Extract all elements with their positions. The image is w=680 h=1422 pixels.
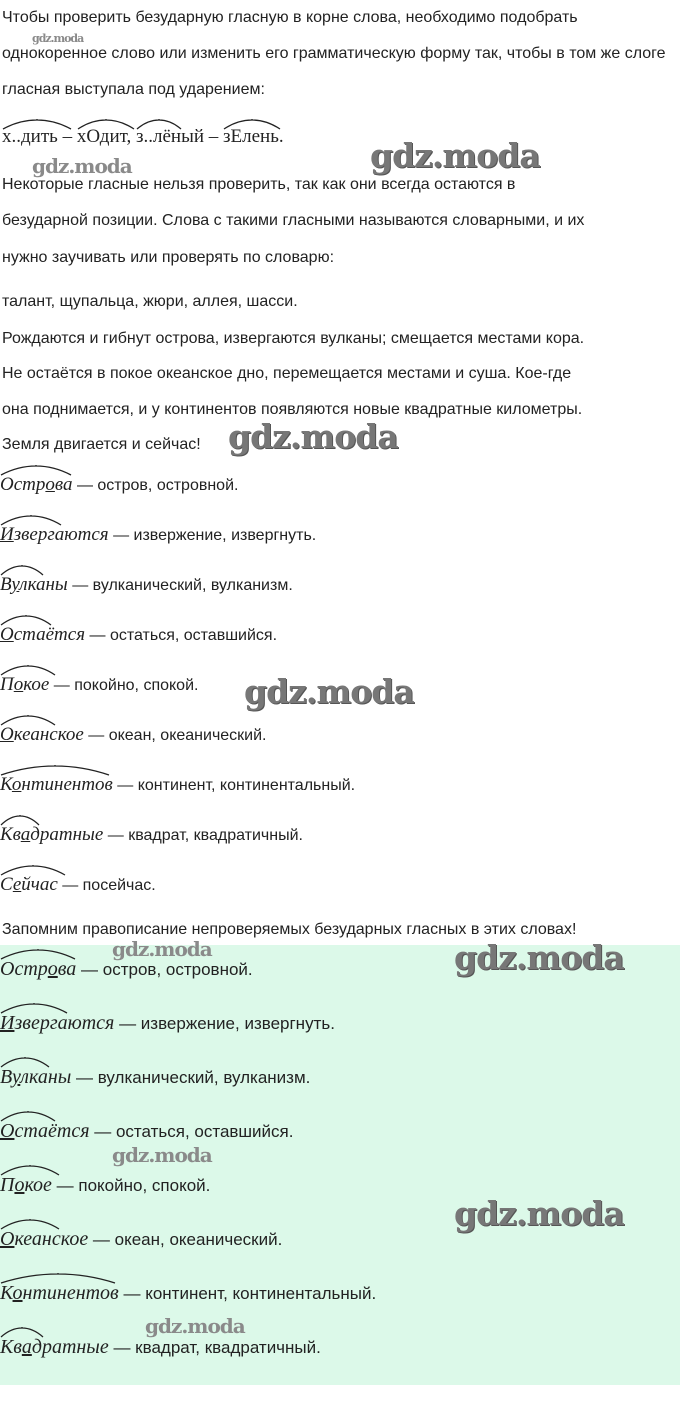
root-arc bbox=[0, 1056, 50, 1068]
answer-explanation: — вулканический, вулканизм. bbox=[71, 1068, 311, 1087]
example-word-4: зЕлень. bbox=[223, 126, 284, 148]
word-word: Континентов bbox=[0, 774, 113, 796]
answer-explanation: — извержение, извергнуть. bbox=[114, 1014, 335, 1033]
word-row bbox=[0, 524, 316, 554]
example-word-2: хОдит, bbox=[77, 126, 131, 148]
word-explanation: — океан, океанический. bbox=[83, 727, 267, 744]
answer-word: Квадратные bbox=[0, 1336, 109, 1359]
intro-paragraph: Чтобы проверить безударную гласную в корне слова, необходимо подобрать однокоренное слово или изменить его грамматическую форму так, чтобы в том же слоге гласная выступала под ударением: bbox=[2, 9, 666, 98]
answer-explanation: — покойно, спокой. bbox=[51, 1176, 211, 1195]
answer-explanation: — океан, океанический. bbox=[88, 1230, 283, 1249]
root-arc bbox=[0, 1164, 60, 1176]
example-word-3: з..лёный bbox=[136, 126, 204, 148]
exercise-line-2: Не остаётся в покое океанское дно, перемещается местами и суша. Кое-где bbox=[2, 365, 572, 382]
watermark: gdz.moda bbox=[454, 1194, 624, 1233]
answer-explanation: — квадрат, квадратичный. bbox=[108, 1338, 321, 1357]
answer-row bbox=[0, 1336, 321, 1366]
answer-explanation: — остров, островной. bbox=[76, 960, 253, 979]
word-word: Сейчас bbox=[0, 874, 58, 896]
word-explanation: — покойно, спокой. bbox=[49, 677, 199, 694]
root-arc bbox=[0, 864, 66, 876]
example-line bbox=[2, 126, 284, 148]
answer-explanation: — остаться, оставшийся. bbox=[89, 1122, 294, 1141]
watermark: gdz.moda bbox=[244, 672, 414, 711]
para2-line-2: безударной позиции. Слова с такими гласными называются словарными, и их bbox=[2, 212, 585, 229]
word-row bbox=[0, 774, 355, 804]
answer-word: Океанское bbox=[0, 1228, 88, 1251]
root-arc bbox=[0, 1326, 44, 1338]
example-word-1: х..дить bbox=[2, 126, 58, 148]
answer-row bbox=[0, 1282, 376, 1312]
watermark: gdz.moda bbox=[32, 32, 84, 45]
answer-word: Вулканы bbox=[0, 1066, 71, 1089]
root-arc bbox=[0, 1002, 68, 1014]
word-row bbox=[0, 724, 267, 754]
exercise-line-1: Рождаются и гибнут острова, извергаются вулканы; смещается местами кора. bbox=[2, 330, 585, 347]
root-arc bbox=[0, 664, 56, 676]
para2-line-1: Некоторые гласные нельзя проверить, так как они всегда остаются в bbox=[2, 176, 516, 193]
answer-word: Покое bbox=[0, 1174, 52, 1197]
root-arc bbox=[0, 1110, 56, 1122]
word-explanation: — вулканический, вулканизм. bbox=[67, 577, 293, 594]
word-word: Квадратные bbox=[0, 824, 103, 846]
answer-row bbox=[0, 1174, 210, 1204]
answer-word: Континентов bbox=[0, 1282, 119, 1305]
word-explanation: — извержение, извергнуть. bbox=[108, 527, 317, 544]
word-row bbox=[0, 874, 156, 904]
word-row bbox=[0, 474, 238, 504]
word-word: Остаётся bbox=[0, 624, 85, 646]
root-arc bbox=[0, 564, 44, 576]
root-arc bbox=[136, 118, 182, 130]
para2-line-3: нужно заучивать или проверять по словарю: bbox=[2, 249, 335, 266]
answer-explanation: — континент, континентальный. bbox=[118, 1284, 377, 1303]
watermark: gdz.moda bbox=[454, 938, 624, 977]
watermark: gdz.moda bbox=[112, 937, 212, 961]
watermark: gdz.moda bbox=[370, 136, 540, 175]
exercise-line-4: Земля двигается и сейчас! bbox=[2, 436, 201, 453]
root-arc bbox=[0, 1218, 60, 1230]
root-arc bbox=[0, 814, 40, 826]
word-explanation: — остаться, оставшийся. bbox=[85, 627, 278, 644]
word-row bbox=[0, 674, 198, 704]
root-arc bbox=[0, 614, 52, 626]
root-arc bbox=[0, 764, 110, 776]
answer-row bbox=[0, 958, 253, 988]
conclusion: Запомним правописание непроверяемых безударных гласных в этих словах! bbox=[2, 921, 577, 938]
word-explanation: — квадрат, квадратичный. bbox=[103, 827, 303, 844]
watermark: gdz.moda bbox=[112, 1143, 212, 1167]
answer-row bbox=[0, 1228, 282, 1258]
answer-row bbox=[0, 1012, 335, 1042]
example-dash: – bbox=[204, 126, 224, 147]
word-explanation: — посейчас. bbox=[57, 877, 156, 894]
exercise-line-3: она поднимается, и у континентов появляются новые квадратные километры. bbox=[2, 401, 583, 418]
word-explanation: — континент, континентальный. bbox=[112, 777, 356, 794]
answer-word: Остаётся bbox=[0, 1120, 90, 1143]
word-explanation: — остров, островной. bbox=[72, 477, 239, 494]
dictionary-words: талант, щупальца, жюри, аллея, шасси. bbox=[2, 293, 298, 310]
root-arc bbox=[223, 118, 281, 130]
root-arc bbox=[0, 948, 76, 960]
answer-word: Острова bbox=[0, 958, 76, 981]
word-row bbox=[0, 824, 303, 854]
word-row bbox=[0, 574, 293, 604]
answer-word: Извергаются bbox=[0, 1012, 114, 1035]
example-dash: – bbox=[57, 126, 77, 147]
answer-row bbox=[0, 1066, 310, 1096]
word-word: Острова bbox=[0, 474, 73, 496]
watermark: gdz.moda bbox=[32, 154, 132, 178]
root-arc bbox=[2, 118, 72, 130]
watermark: gdz.moda bbox=[228, 417, 398, 456]
word-word: Океанское bbox=[0, 724, 84, 746]
word-word: Вулканы bbox=[0, 574, 68, 596]
root-arc bbox=[77, 118, 135, 130]
root-arc bbox=[0, 514, 62, 526]
root-arc bbox=[0, 714, 56, 726]
word-row bbox=[0, 624, 277, 654]
word-word: Покое bbox=[0, 674, 49, 696]
root-arc bbox=[0, 1272, 116, 1284]
answer-panel bbox=[0, 945, 680, 1385]
root-arc bbox=[0, 464, 72, 476]
word-word: Извергаются bbox=[0, 524, 109, 546]
watermark: gdz.moda bbox=[145, 1314, 245, 1338]
